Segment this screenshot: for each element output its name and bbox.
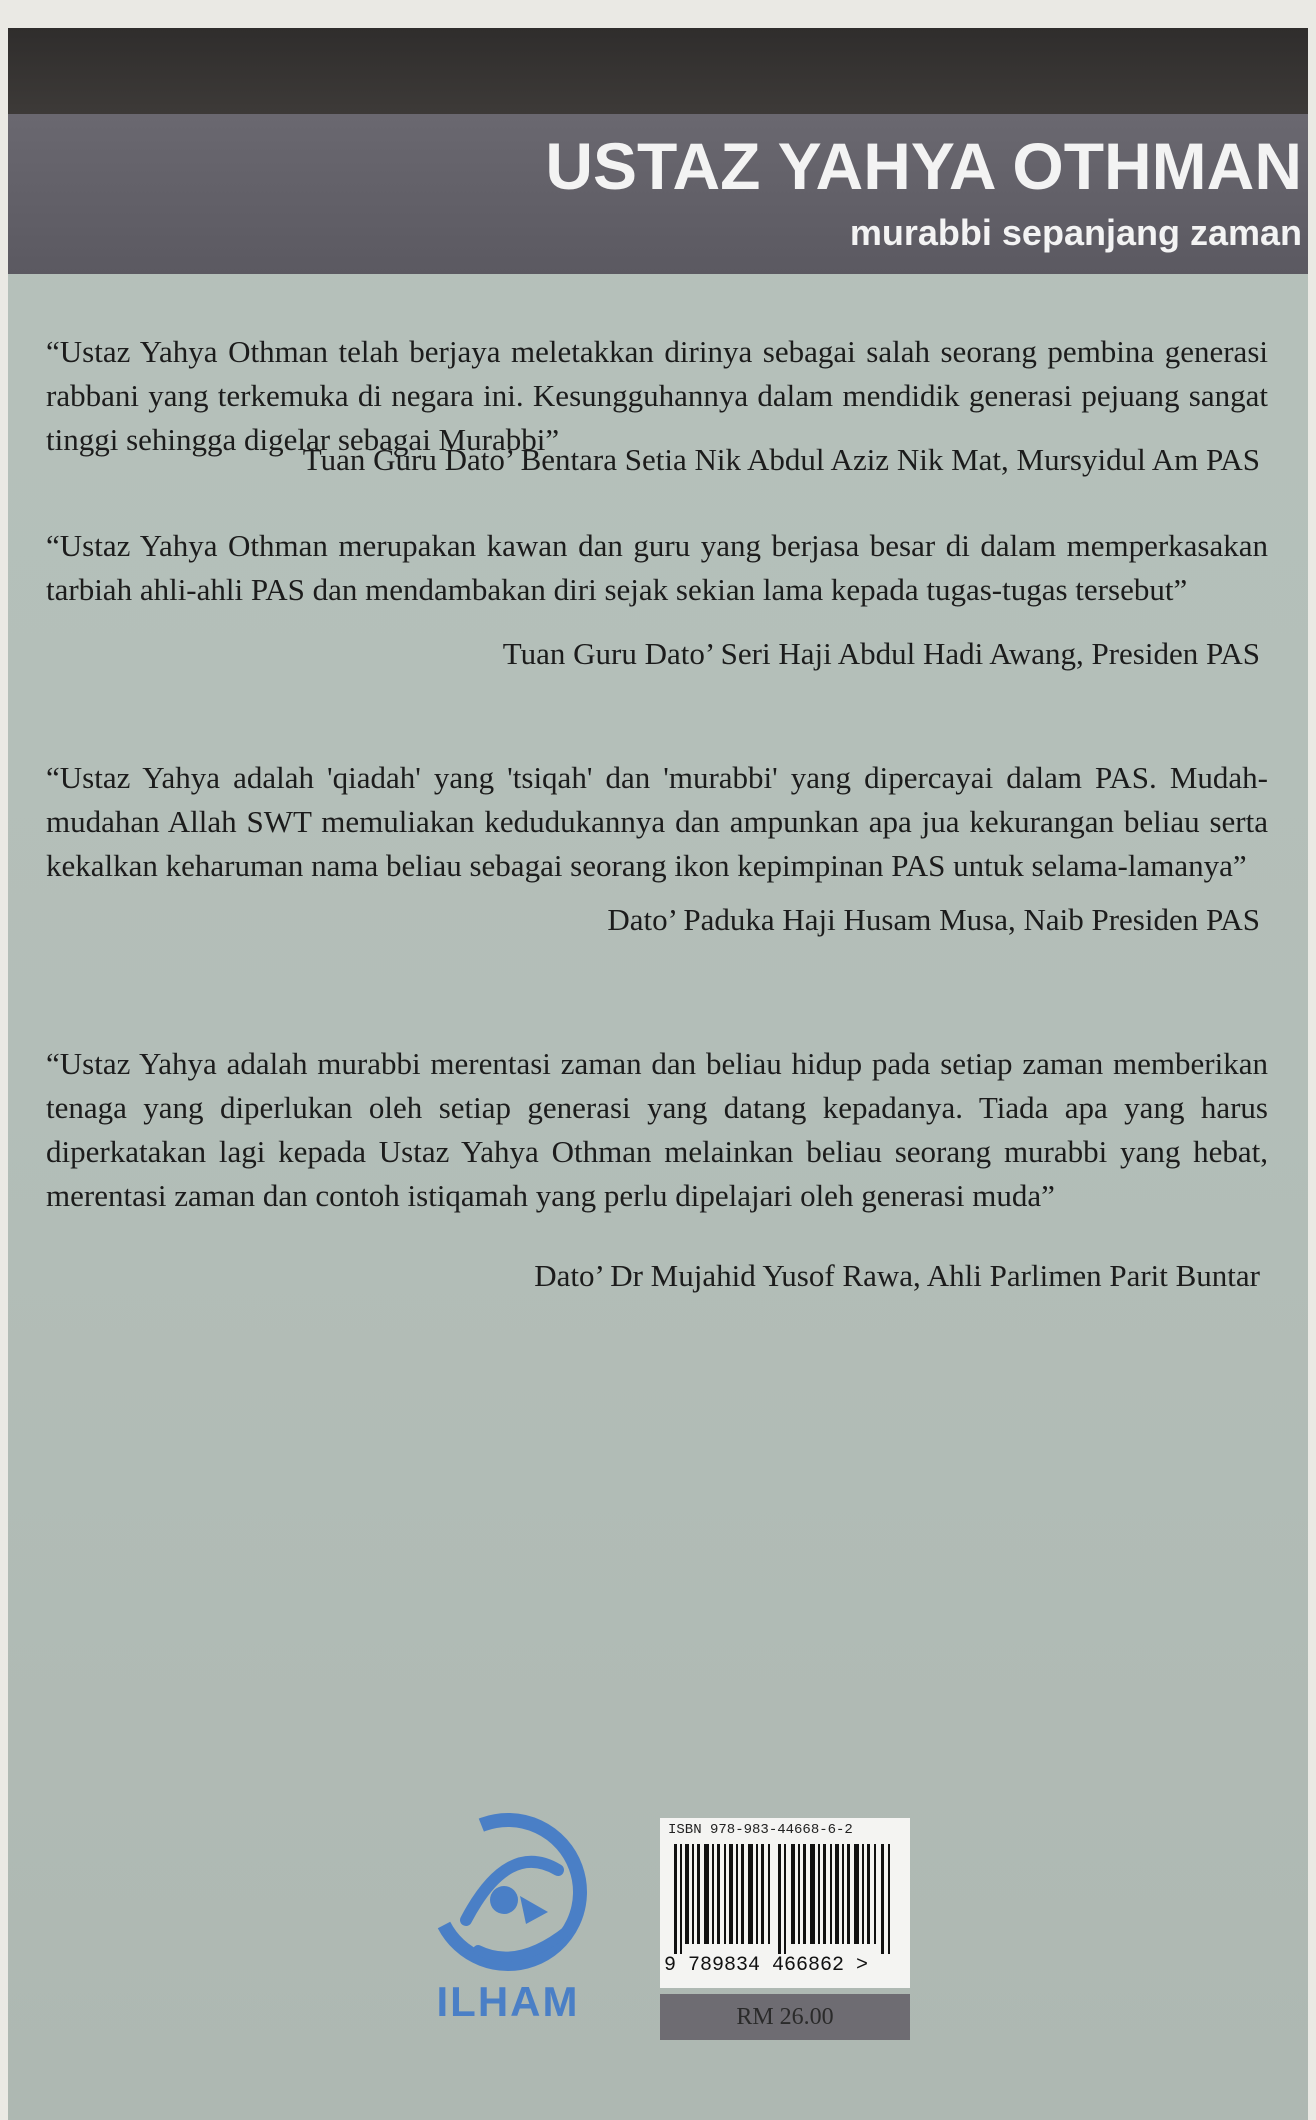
publisher-logo: [408, 1800, 608, 2050]
quote-2-attribution: Tuan Guru Dato’ Seri Haji Abdul Hadi Awang, Presiden PAS: [502, 636, 1260, 671]
isbn-text: ISBN 978-983-44668-6-2: [668, 1822, 853, 1838]
barcode-bars-icon: [674, 1844, 896, 1954]
quote-2: “Ustaz Yahya Othman merupakan kawan dan guru yang berjasa besar di dalam memperkasakan tarbiah ahli-ahli PAS dan mendambakan diri sejak sekian lama kepada tugas-tugas tersebut”: [46, 528, 1268, 607]
quote-3: “Ustaz Yahya adalah 'qiadah' yang 'tsiqah' dan 'murabbi' yang dipercayai dalam PAS. Mudah-mudahan Allah SWT memuliakan kedudukannya dan ampunkan apa jua kekurangan beliau serta kekalkan keharuman nama beliau sebagai seorang ikon kepimpinan PAS untuk selama-lamanya”: [46, 760, 1268, 883]
quote-1: “Ustaz Yahya Othman telah berjaya meletakkan dirinya sebagai salah seorang pembina generasi rabbani yang terkemuka di negara ini. Kesungguhannya dalam mendidik generasi pejuang sangat tinggi sehingga digelar sebagai Murabbi”: [46, 334, 1268, 457]
book-title: USTAZ YAHYA OTHMAN: [545, 129, 1302, 203]
book-subtitle: murabbi sepanjang zaman: [849, 212, 1302, 253]
book-back-cover: [8, 28, 1308, 2120]
quote-3-attribution: Dato’ Paduka Haji Husam Musa, Naib Presiden PAS: [607, 902, 1260, 937]
top-dark-strip: [8, 28, 1308, 114]
barcode-number: 9 789834 466862 >: [664, 1954, 869, 1977]
quote-4: “Ustaz Yahya adalah murabbi merentasi zaman dan beliau hidup pada setiap zaman memberikan tenaga yang diperlukan oleh setiap generasi yang datang kepadanya. Tiada apa yang harus diperkatakan lagi kepada Ustaz Yahya Othman melainkan beliau seorang murabbi yang hebat, merentasi zaman dan contoh istiqamah yang perlu dipelajari oleh generasi muda”: [46, 1046, 1268, 1213]
price-label: RM 26.00: [660, 1994, 910, 2040]
publisher-name: ILHAM: [436, 1978, 580, 2025]
title-band: [8, 114, 1308, 274]
ilham-swirl-logo-icon: [408, 1800, 608, 1980]
quote-4-attribution: Dato’ Dr Mujahid Yusof Rawa, Ahli Parlimen Parit Buntar: [534, 1258, 1260, 1293]
quote-1-attribution: Tuan Guru Dato’ Bentara Setia Nik Abdul Aziz Nik Mat, Mursyidul Am PAS: [302, 442, 1260, 477]
barcode: [660, 1818, 910, 1988]
